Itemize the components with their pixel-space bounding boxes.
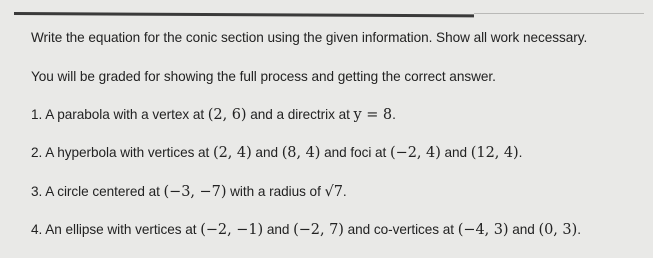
problem-2-vertex-2: (8, 4) [281,145,321,161]
problem-1-directrix: y = 8 [353,107,393,123]
problem-4 [31,222,581,238]
problem-4-co-vertex-1: (−4, 3) [457,222,509,238]
problem-3-text-a: 3. A circle centered at [31,184,164,199]
problem-4-text-e: . [577,222,581,237]
problem-2-text-d: and [440,145,471,160]
problem-3-text-b: with a radius of [226,184,325,199]
problem-3-radius: √7 [324,184,343,200]
problem-2-text-c: and foci at [320,145,391,160]
problem-2-text-b: and [251,145,282,160]
instruction-line-2: You will be graded for showing the full process and getting the correct answer. [31,69,496,84]
problem-4-text-d: and [508,222,539,237]
top-rule [14,12,474,17]
problem-1 [31,107,396,123]
problem-2-text-e: . [518,145,523,160]
problem-4-co-vertex-2: (0, 3) [538,222,578,238]
problem-1-vertex: (2, 6) [207,107,247,123]
problem-3-text-c: . [342,184,347,199]
instruction-line-1: Write the equation for the conic section using the given information. Show all work necessary. [31,30,588,45]
problem-3-center: (−3, −7) [163,184,227,200]
problem-1-text-a: 1. A parabola with a vertex at [31,107,208,122]
problem-4-vertex-1: (−2, −1) [200,222,264,238]
problem-2-text-a: 2. A hyperbola with vertices at [31,145,214,160]
problem-2-vertex-1: (2, 4) [213,145,252,161]
problem-2-focus-2: (12, 4) [470,145,519,161]
problem-3 [31,184,347,200]
problem-4-vertex-2: (−2, 7) [293,222,344,238]
problem-1-text-c: . [392,107,396,122]
problem-4-text-c: and co-vertices at [343,222,458,237]
problem-4-text-a: 4. An ellipse with vertices at [31,222,201,237]
problem-1-text-b: and a directrix at [246,107,354,122]
problem-2 [31,145,522,161]
top-rule-faint [474,13,644,14]
problem-2-focus-1: (−2, 4) [390,145,441,161]
problem-4-text-b: and [263,222,294,237]
